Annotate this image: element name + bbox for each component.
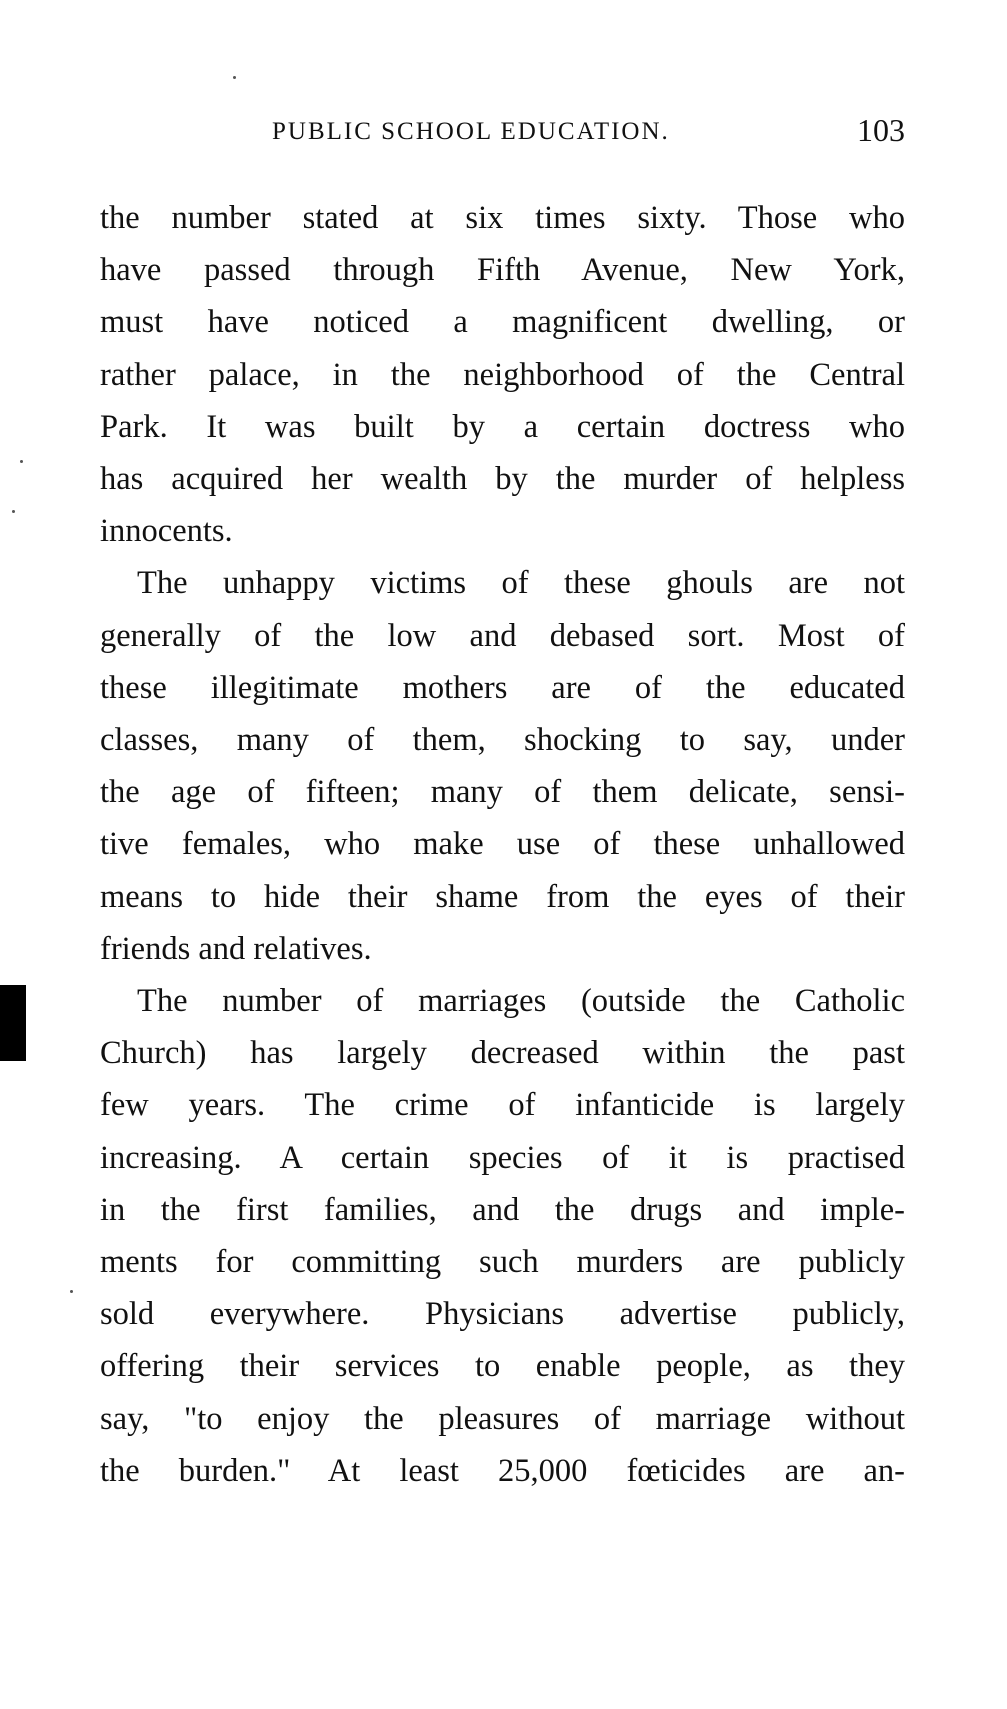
ink-speck [70, 1290, 73, 1293]
text-line: tive females, who make use of these unhallowed [100, 826, 905, 863]
text-line: few years. The crime of infanticide is largely [100, 1087, 905, 1124]
text-line: the burden." At least 25,000 fœticides are an- [100, 1452, 905, 1489]
text-line: sold everywhere. Physicians advertise publicly, [100, 1296, 905, 1333]
paragraph-1 [100, 192, 905, 557]
text-line: Church) has largely decreased within the past [100, 1035, 905, 1072]
text-line: Park. It was built by a certain doctress who [100, 408, 905, 445]
paragraph-3 [100, 975, 905, 1497]
text-line: in the first families, and the drugs and imple- [100, 1191, 905, 1228]
page-number: 103 [857, 112, 905, 148]
body-text [100, 192, 905, 1497]
page-header [100, 112, 905, 152]
paragraph-2 [100, 557, 905, 975]
text-line: means to hide their shame from the eyes of their [100, 878, 905, 915]
text-line: the age of fifteen; many of them delicate, sensi- [100, 774, 905, 811]
ink-speck [20, 460, 23, 463]
text-line: must have noticed a magnificent dwelling, or [100, 304, 905, 341]
text-line: rather palace, in the neighborhood of the Central [100, 356, 905, 393]
text-line: has acquired her wealth by the murder of helpless [100, 461, 905, 498]
text-line: the number stated at six times sixty. Those who [100, 200, 905, 236]
text-line: classes, many of them, shocking to say, under [100, 722, 905, 759]
text-line: generally of the low and debased sort. Most of [100, 617, 905, 654]
running-head: PUBLIC SCHOOL EDUCATION. [272, 118, 670, 145]
ink-speck [233, 76, 236, 79]
text-line: say, "to enjoy the pleasures of marriage without [100, 1400, 905, 1437]
text-line: friends and relatives. [100, 930, 372, 967]
text-line: offering their services to enable people, as they [100, 1348, 905, 1385]
text-line: ments for committing such murders are publicly [100, 1244, 905, 1281]
text-line: increasing. A certain species of it is practised [100, 1139, 905, 1176]
text-line: The unhappy victims of these ghouls are not [137, 565, 905, 602]
text-line: innocents. [100, 513, 233, 550]
text-line: have passed through Fifth Avenue, New York, [100, 252, 905, 289]
ink-speck [12, 510, 15, 513]
margin-ink-mark [0, 985, 26, 1061]
text-line: these illegitimate mothers are of the educated [100, 669, 905, 706]
text-line: The number of marriages (outside the Catholic [137, 983, 905, 1020]
